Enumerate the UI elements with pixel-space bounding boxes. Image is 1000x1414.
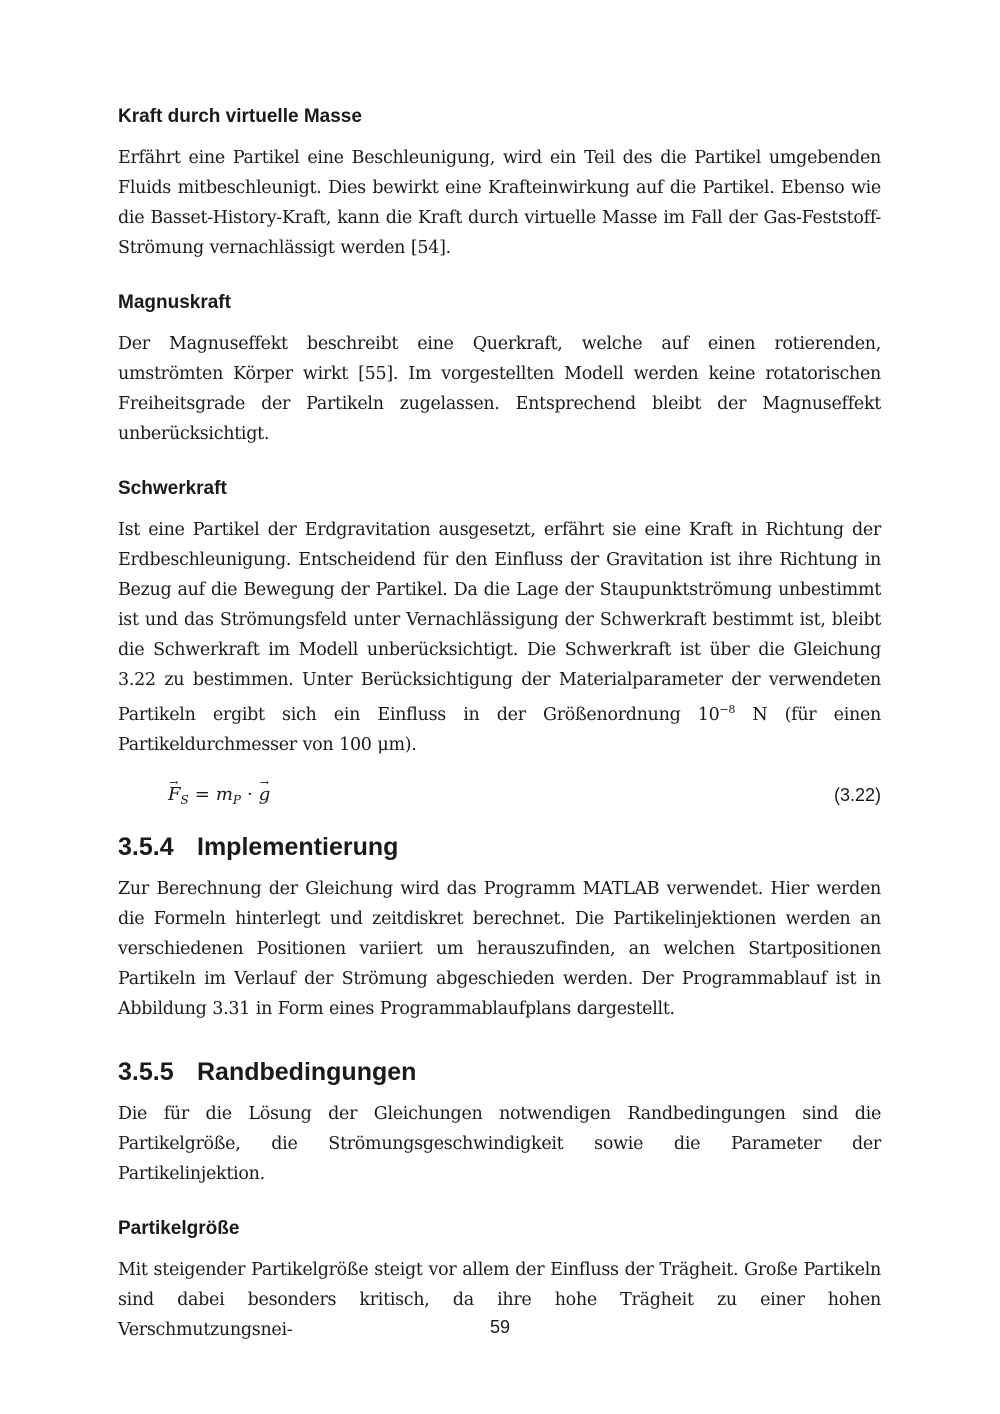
force-vector: → F xyxy=(168,780,181,810)
section-implementation-title xyxy=(118,832,881,862)
page-content xyxy=(118,105,881,1345)
heading-magnus: Magnuskraft xyxy=(118,292,231,313)
equation-3-22 xyxy=(118,780,881,810)
gravity-text-before: Ist eine Partikel der Erdgravitation ausgesetzt, erfährt sie eine Kraft in Richtung der Erdbeschleunigung. Entscheidend für den Einfluss der Gravitation ist ihre Richtung in Bezug auf die Bewegung der Partikel. Da die Lage der Staupunktströmung unbestimmt ist und das Strömungsfeld unter Vernachlässigung der Schwerkraft bestimmt ist, bleibt die Schwerkraft im Modell unberücksichtigt. Die Schwerkraft ist über die Gleichung 3.22 zu bestimmen. Unter Berücksichtigung der Materialparameter der verwendeten Partikeln ergibt sich ein Einfluss in der Größenordnung 10 xyxy=(118,520,881,725)
mass-symbol: m xyxy=(215,784,233,805)
heading-virtual-mass: Kraft durch virtuelle Masse xyxy=(118,106,362,127)
equals-sign: = xyxy=(194,784,210,805)
dot-operator: · xyxy=(246,784,253,805)
gravity-vector: → g xyxy=(259,780,271,810)
section-number: 3.5.5 xyxy=(118,1058,174,1086)
mass-subscript: P xyxy=(232,793,241,807)
paragraph-virtual-mass: Erfährt eine Partikel eine Beschleunigung, wird ein Teil des die Partikel umgebenden Fluids mitbeschleunigt. Dies bewirkt eine Krafteinwirkung auf die Partikel. Ebenso wie die Basset-History-Kraft, kann die Kraft durch virtuelle Masse im Fall der Gas-Feststoff-Strömung vernachlässigt werden [54]. xyxy=(118,148,881,258)
heading-particle-size: Partikelgröße xyxy=(118,1218,240,1239)
paragraph-particle-size: Mit steigender Partikelgröße steigt vor allem der Einfluss der Trägheit. Große Partikeln sind dabei besonders kritisch, da ihre hohe Trägheit zu einer hohen Verschmutzungsnei- xyxy=(118,1260,881,1340)
section-title: Implementierung xyxy=(197,833,399,861)
section-title: Randbedingungen xyxy=(197,1058,417,1086)
gravity-exponent: −8 xyxy=(719,703,736,716)
paragraph-gravity xyxy=(118,515,881,760)
page-number: 59 xyxy=(489,1317,511,1337)
heading-gravity: Schwerkraft xyxy=(118,478,227,499)
paragraph-magnus: Der Magnuseffekt beschreibt eine Querkraft, welche auf einen rotierenden, umströmten Körper wirkt [55]. Im vorgestellten Modell werden keine rotatorischen Freiheitsgrade der Partikeln zugelassen. Entsprechend bleibt der Magnuseffekt unberücksichtigt. xyxy=(118,334,881,444)
equation-formula xyxy=(168,780,270,815)
paragraph-boundary: Die für die Lösung der Gleichungen notwendigen Randbedingungen sind die Partikelgröße, die Strömungsgeschwindigkeit sowie die Parameter der Partikelinjektion. xyxy=(118,1104,881,1184)
force-subscript: S xyxy=(180,793,189,807)
section-number: 3.5.4 xyxy=(118,833,174,861)
section-boundary-title xyxy=(118,1057,881,1087)
equation-number: (3.22) xyxy=(833,785,881,805)
gravity-text-after: N (für einen Partikeldurchmesser von 100 μm). xyxy=(118,705,881,755)
paragraph-implementation: Zur Berechnung der Gleichung wird das Programm MATLAB verwendet. Hier werden die Formeln hinterlegt und zeitdiskret berechnet. Die Partikelinjektionen werden an verschiedenen Positionen variiert um herauszufinden, an welchen Startpositionen Partikeln im Verlauf der Strömung abgeschieden werden. Der Programmablauf ist in Abbildung 3.31 in Form eines Programmablaufplans dargestellt. xyxy=(118,879,881,1019)
